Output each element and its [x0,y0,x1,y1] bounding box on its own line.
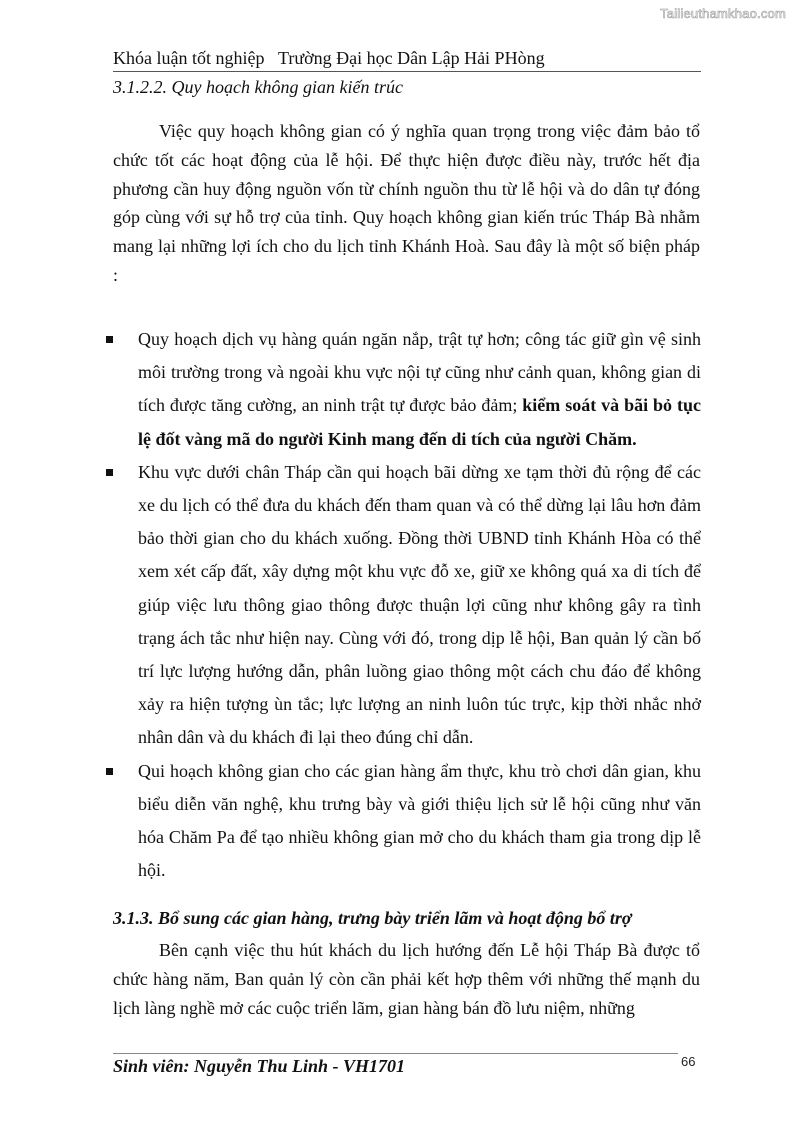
bullet-text: Quy hoạch dịch vụ hàng quán ngăn nắp, trật tự hơn; công tác giữ gìn vệ sinh môi trường trong và ngoài khu vực nội tự cũng như cảnh quan, không gian di tích được tăng cường, an ninh trật tự được bảo đảm; [138,329,701,416]
header-university: Trường Đại học Dân Lập Hải PHòng [277,48,545,68]
page-number: 66 [681,1054,696,1069]
header-thesis: Khóa luận tốt nghiệp [113,48,265,68]
bullet-bold-text: kiểm soát và bãi bỏ tục lệ đốt vàng mã do người Kinh mang đến di tích của người Chăm. [138,395,701,449]
page-header [113,48,701,69]
header-divider [113,71,701,72]
body-paragraph: Bên cạnh việc thu hút khách du lịch hướng đến Lễ hội Tháp Bà được tổ chức hàng năm, Ban quản lý còn cần phải kết hợp thêm với những thế mạnh du lịch làng nghề mở các cuộc triển lãm, gian hàng bán đồ lưu niệm, những [113,940,700,1018]
footer-author: Sinh viên: Nguyễn Thu Linh - VH1701 [113,1056,406,1076]
bullet-item [106,755,701,888]
section-title-3-1-3: 3.1.3. Bổ sung các gian hàng, trưng bày triển lãm và hoạt động bổ trợ [113,908,632,928]
bullet-item [106,456,701,755]
body-paragraph: Việc quy hoạch không gian có ý nghĩa quan trọng trong việc đảm bảo tổ chức tốt các hoạt động của lễ hội. Để thực hiện được điều này, trước hết địa phương cần huy động nguồn vốn từ chính nguồn thu từ lễ hội và do dân tự đóng góp cùng với sự hỗ trợ của tỉnh. Quy hoạch không gian kiến trúc Tháp Bà nhằm mang lại những lợi ích cho du lịch tỉnh Khánh Hoà. Sau đây là một số biện pháp : [113,121,700,285]
bullet-item [106,323,701,456]
bullet-text: Qui hoạch không gian cho các gian hàng ẩm thực, khu trò chơi dân gian, khu biểu diễn văn nghệ, khu trưng bày và giới thiệu lịch sử lễ hội cũng như văn hóa Chăm Pa để tạo nhiều không gian mở cho du khách tham gia trong dịp lễ hội. [138,760,701,881]
watermark: Tailieuthamkhao.com [660,6,786,21]
section-title-3-1-2-2: 3.1.2.2. Quy hoạch không gian kiến trúc [113,77,403,97]
bullet-list [106,323,701,887]
square-bullet-icon [106,755,113,788]
square-bullet-icon [106,323,113,356]
footer-divider [113,1053,678,1054]
bullet-text: Khu vực dưới chân Tháp cần qui hoạch bãi dừng xe tạm thời đủ rộng để các xe du lịch có thể đưa du khách đến tham quan và có thể dừng lại lâu hơn đảm bảo thời gian cho du khách xuống. Đồng thời UBND tỉnh Khánh Hòa có thể xem xét cấp đất, xây dựng một khu vực đỗ xe, giữ xe không quá xa di tích để giúp việc lưu thông giao thông được thuận lợi cũng như không gây ra tình trạng ách tắc như hiện nay. Cùng với đó, trong dịp lễ hội, Ban quản lý cần bố trí lực lượng hướng dẫn, phân luồng giao thông một cách chu đáo để không xảy ra hiện tượng ùn tắc; lực lượng an ninh luôn túc trực, kịp thời nhắc nhở nhân dân và du khách đi lại theo đúng chỉ dẫn. [138,461,701,748]
square-bullet-icon [106,456,113,489]
